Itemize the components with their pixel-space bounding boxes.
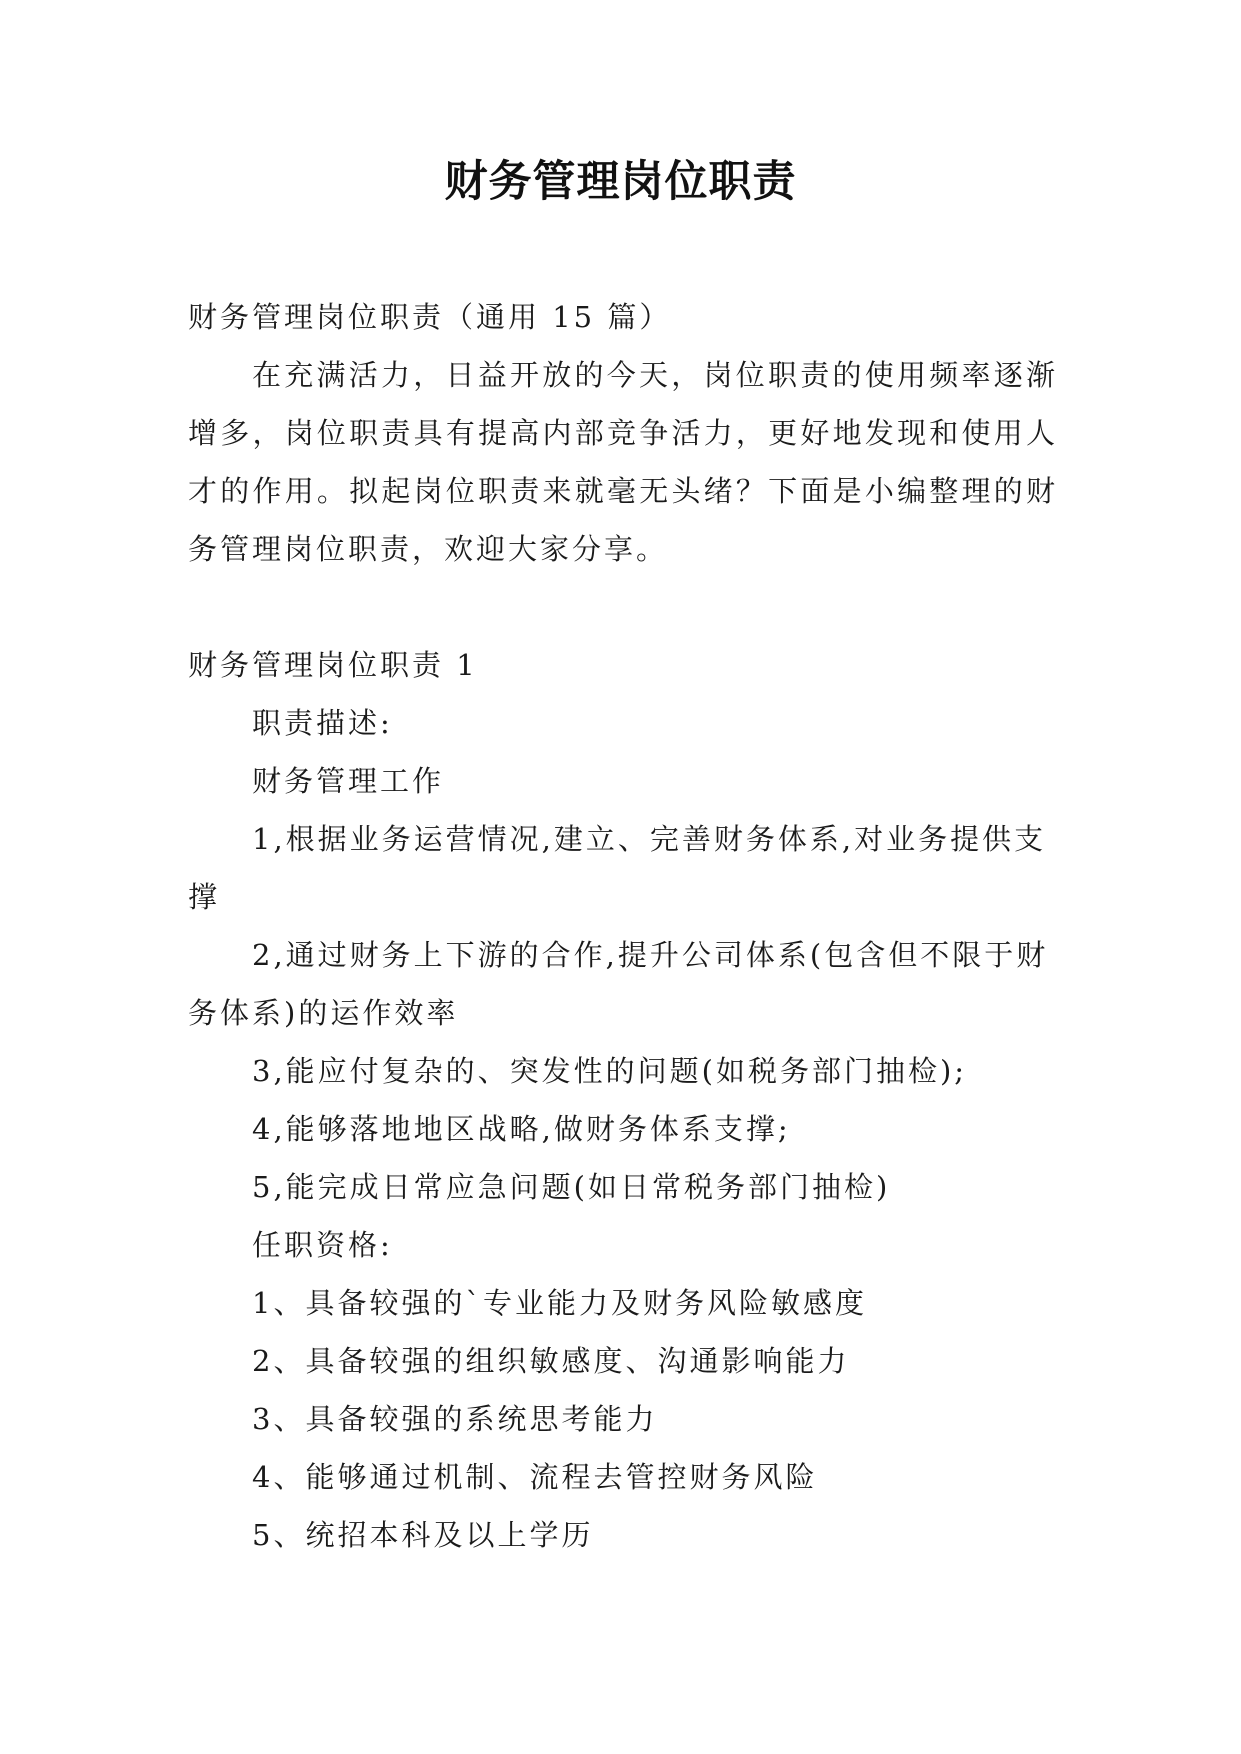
document-body: [188, 288, 1058, 1564]
qualification-label: 任职资格:: [252, 1228, 393, 1262]
duty-item: 4,能够落地地区战略,做财务体系支撑;: [252, 1112, 791, 1146]
duty-item: 5,能完成日常应急问题(如日常税务部门抽检): [252, 1170, 891, 1204]
description-label: 职责描述:: [252, 706, 393, 740]
document-subtitle: 财务管理岗位职责（通用 15 篇）: [188, 300, 672, 334]
qualification-item: 2、具备较强的组织敏感度、沟通影响能力: [252, 1344, 850, 1378]
duty-item: 3,能应付复杂的、突发性的问题(如税务部门抽检);: [252, 1054, 968, 1088]
qualification-item: 5、统招本科及以上学历: [252, 1518, 594, 1552]
duty-item: 2,通过财务上下游的合作,提升公司体系(包含但不限于财务体系)的运作效率: [188, 938, 1049, 1030]
qualification-item: 1、具备较强的`专业能力及财务风险敏感度: [252, 1286, 867, 1320]
duty-item: 1,根据业务运营情况,建立、完善财务体系,对业务提供支撑: [188, 822, 1047, 914]
work-label: 财务管理工作: [252, 764, 445, 798]
section-heading: 财务管理岗位职责 1: [188, 648, 478, 682]
intro-paragraph: 在充满活力，日益开放的今天，岗位职责的使用频率逐渐增多，岗位职责具有提高内部竞争活力，更好地发现和使用人才的作用。拟起岗位职责来就毫无头绪？下面是小编整理的财务管理岗位职责，欢迎大家分享。: [188, 358, 1058, 566]
qualification-item: 4、能够通过机制、流程去管控财务风险: [252, 1460, 818, 1494]
document-title: 财务管理岗位职责: [444, 157, 797, 207]
qualification-item: 3、具备较强的系统思考能力: [252, 1402, 658, 1436]
